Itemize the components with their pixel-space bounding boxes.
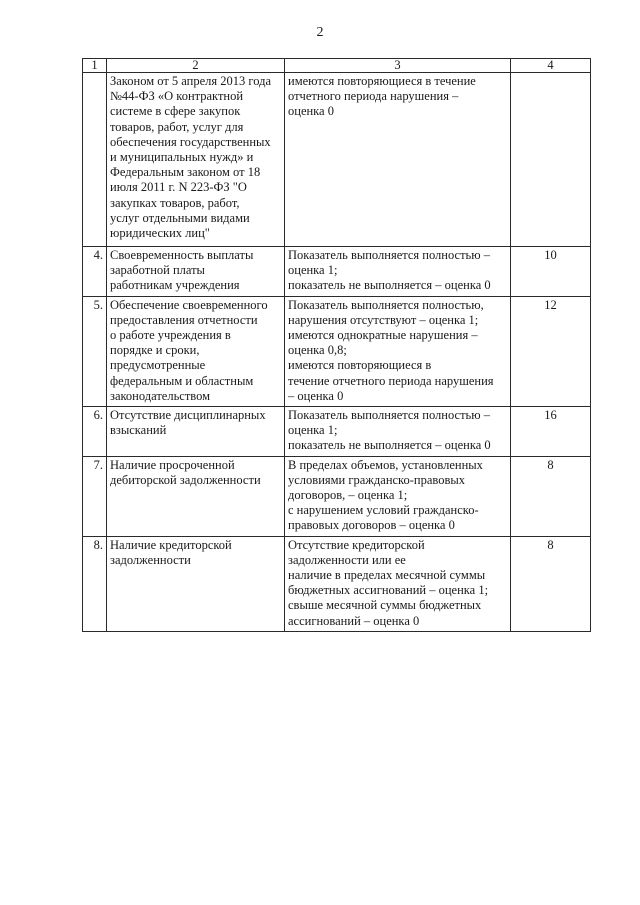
criterion-line: Наличие кредиторской [110, 537, 232, 552]
criterion-line: закупках товаров, работ, [110, 195, 240, 210]
row-number: 5. [83, 296, 107, 406]
row-number: 8. [83, 536, 107, 631]
evaluation-cell [285, 296, 511, 406]
criterion-line: Федеральным законом от 18 [110, 165, 261, 180]
criterion-cell [107, 247, 285, 297]
criterion-line: юридических лиц" [110, 226, 210, 241]
table-row [83, 536, 591, 631]
criterion-line: предоставления отчетности [110, 312, 258, 327]
criterion-line: Своевременность выплаты [110, 248, 254, 262]
criterion-line: Обеспечение своевременного [110, 297, 268, 312]
criterion-line: №44-ФЗ «О контрактной [110, 89, 244, 104]
evaluation-line: Отсутствие кредиторской [288, 537, 425, 552]
criterion-line: системе в сфере закупок [110, 104, 241, 119]
table-row [83, 296, 591, 406]
criterion-line: Законом от 5 апреля 2013 года [110, 74, 272, 88]
evaluation-line: В пределах объемов, установленных [288, 457, 483, 472]
table-row [83, 407, 591, 457]
score-cell: 16 [511, 407, 591, 457]
evaluation-line: с нарушением условий гражданско- [288, 503, 479, 518]
score-cell [511, 73, 591, 247]
evaluation-line: оценка 1; [288, 423, 338, 438]
evaluation-cell [285, 456, 511, 536]
table-row [83, 73, 591, 247]
criterion-line: Отсутствие дисциплинарных [110, 408, 266, 423]
evaluation-line: течение отчетного периода нарушения [288, 373, 494, 388]
page-number: 2 [316, 25, 324, 40]
evaluation-cell [285, 536, 511, 631]
row-number: 6. [83, 407, 107, 457]
evaluation-line: отчетного периода нарушения – [288, 89, 459, 104]
score-cell: 8 [511, 456, 591, 536]
criterion-line: Наличие просроченной [110, 457, 235, 472]
score-cell: 12 [511, 296, 591, 406]
header-cell-col-1: 1 [83, 59, 107, 73]
evaluation-line: имеются повторяющиеся в течение [288, 74, 476, 88]
criterion-cell [107, 456, 285, 536]
evaluation-line: задолженности или ее [288, 552, 406, 567]
evaluation-line: имеются повторяющиеся в [288, 358, 432, 373]
evaluation-line: – оценка 0 [288, 388, 344, 403]
table-row [83, 456, 591, 536]
criterion-line: задолженности [110, 552, 191, 567]
evaluation-line: оценка 1; [288, 263, 338, 278]
criterion-line: работникам учреждения [110, 278, 240, 293]
evaluation-line: свыше месячной суммы бюджетных [288, 598, 482, 613]
evaluation-line: показатель не выполняется – оценка 0 [288, 278, 491, 293]
criterion-line: предусмотренные [110, 358, 206, 373]
evaluation-line: Показатель выполняется полностью, [288, 297, 484, 312]
criterion-cell [107, 407, 285, 457]
evaluation-line: Показатель выполняется полностью – [288, 408, 490, 423]
score-cell: 10 [511, 247, 591, 297]
evaluation-line: правовых договоров – оценка 0 [288, 518, 455, 533]
criterion-line: июля 2011 г. N 223-ФЗ "О [110, 180, 247, 195]
evaluation-line: договоров, – оценка 1; [288, 488, 408, 503]
evaluation-line: нарушения отсутствуют – оценка 1; [288, 312, 479, 327]
evaluation-line: оценка 0 [288, 104, 334, 119]
criterion-line: и муниципальных нужд» и [110, 150, 254, 165]
evaluation-line: бюджетных ассигнований – оценка 1; [288, 583, 489, 598]
evaluation-line: показатель не выполняется – оценка 0 [288, 438, 491, 453]
table-row [83, 247, 591, 297]
criteria-table [82, 58, 591, 632]
evaluation-line: оценка 0,8; [288, 343, 347, 358]
evaluation-line: Показатель выполняется полностью – [288, 248, 490, 262]
criterion-line: обеспечения государственных [110, 134, 271, 149]
criterion-line: товаров, работ, услуг для [110, 119, 244, 134]
header-row [83, 59, 591, 73]
criterion-line: заработной платы [110, 263, 205, 278]
criterion-cell [107, 536, 285, 631]
evaluation-cell [285, 407, 511, 457]
criterion-line: дебиторской задолженности [110, 472, 261, 487]
row-number: 4. [83, 247, 107, 297]
score-cell: 8 [511, 536, 591, 631]
header-cell-col-2: 2 [107, 59, 285, 73]
header-cell-col-3: 3 [285, 59, 511, 73]
criterion-line: о работе учреждения в [110, 328, 231, 343]
criterion-cell [107, 296, 285, 406]
row-number: 7. [83, 456, 107, 536]
criterion-line: федеральным и областным [110, 373, 254, 388]
evaluation-cell [285, 73, 511, 247]
table-body [83, 73, 591, 632]
evaluation-cell [285, 247, 511, 297]
evaluation-line: условиями гражданско-правовых [288, 472, 466, 487]
criterion-line: услуг отдельными видами [110, 210, 250, 225]
header-cell-col-4: 4 [511, 59, 591, 73]
criterion-cell [107, 73, 285, 247]
evaluation-line: наличие в пределах месячной суммы [288, 568, 486, 583]
evaluation-line: ассигнований – оценка 0 [288, 613, 420, 628]
evaluation-line: имеются однократные нарушения – [288, 328, 478, 343]
row-number [83, 73, 107, 247]
criterion-line: порядке и сроки, [110, 343, 200, 358]
criterion-line: законодательством [110, 388, 211, 403]
criterion-line: взысканий [110, 423, 167, 438]
